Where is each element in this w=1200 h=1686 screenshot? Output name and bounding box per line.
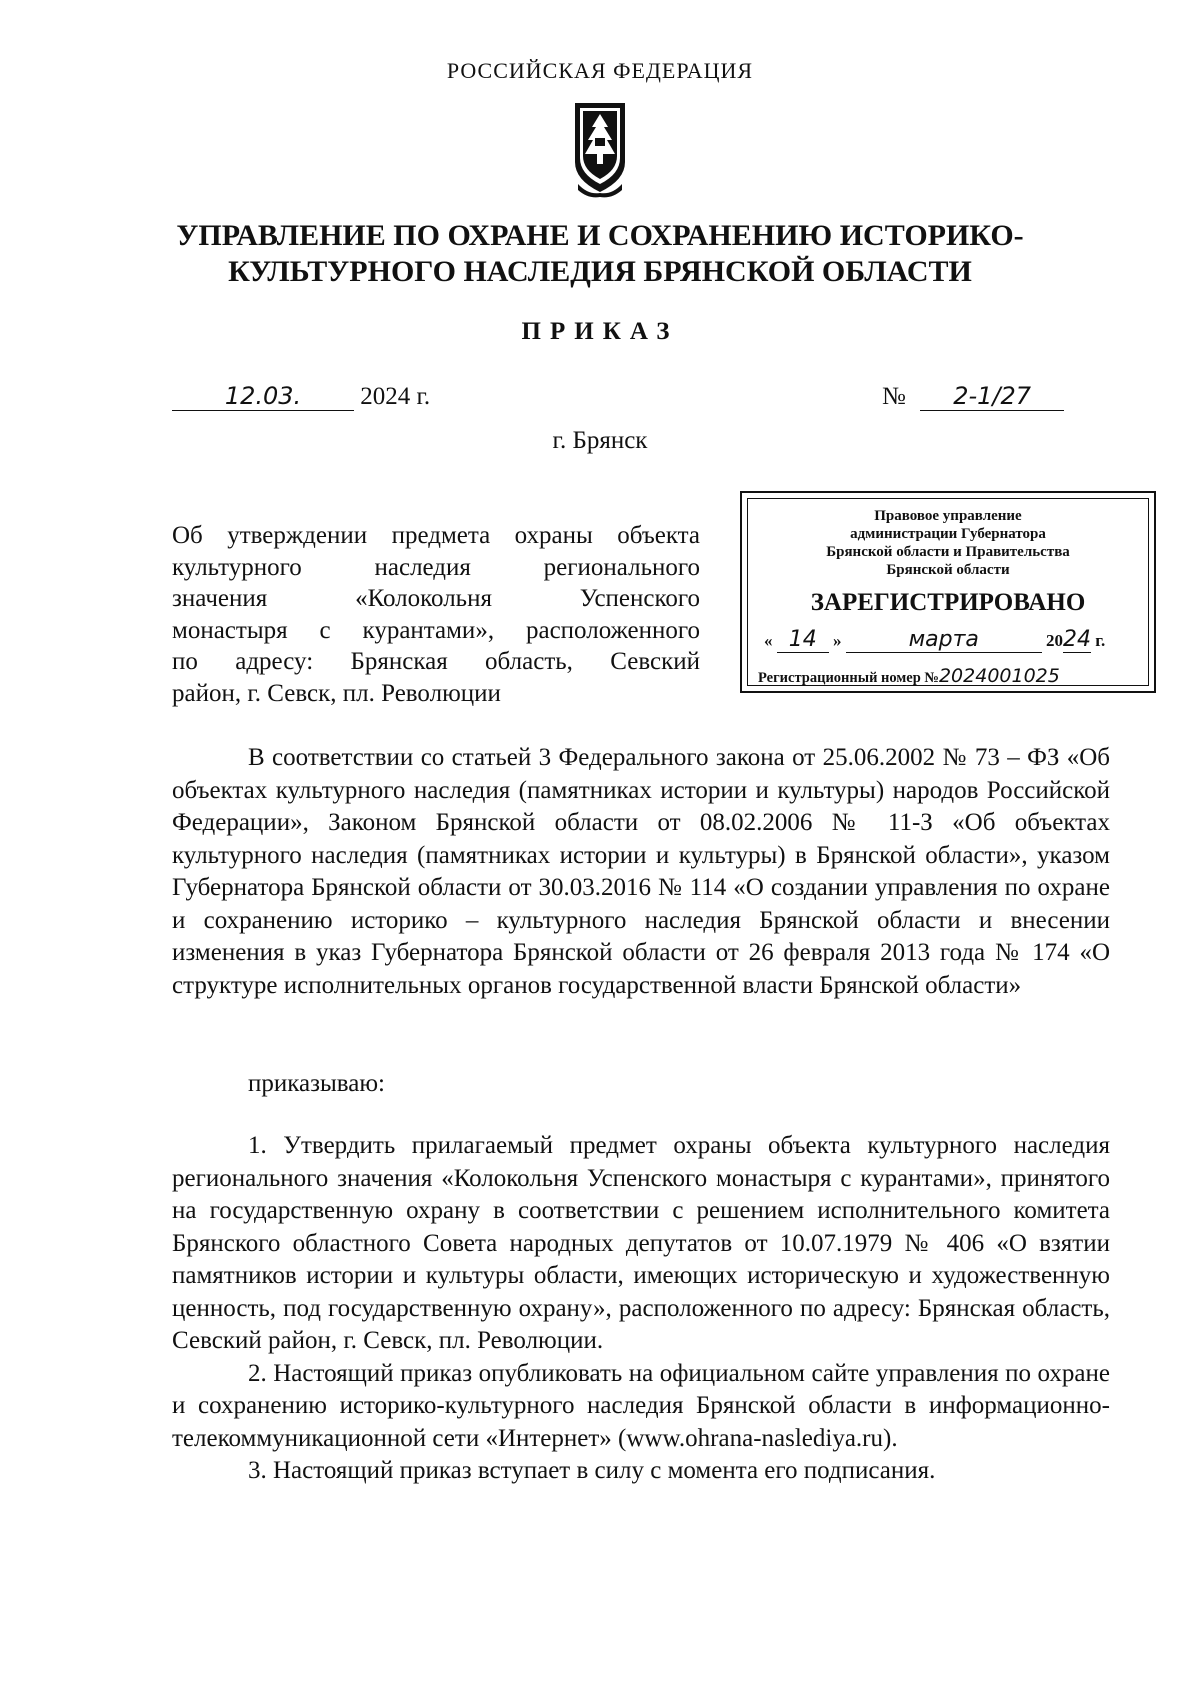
preamble-paragraph: В соответствии со статьей 3 Федерального закона от 25.06.2002 № 73 – ФЗ «Об объектах культурного наследия (памятниках истории и культуры) народов Российской Федерации», Законом Брянской области от 08.02.2006 № 11-З «Об объектах культурного наследия (памятниках истории и культуры) в Брянской области», указом Губернатора Брянской области от 30.03.2016 № 114 «О создании управления по охране и сохранению историко – культурного наследия Брянской области и внесении изменения в указ Губернатора Брянской области от 26 февраля 2013 года № 174 «О структуре исполнительных органов государственной власти Брянской области»	[172, 744, 1110, 999]
handwritten-date: 12.03.	[172, 382, 354, 411]
stamp-line: Брянской области	[886, 562, 1010, 578]
stamp-line: Брянской области и Правительства	[826, 544, 1070, 560]
stamp-year-suffix: г.	[1095, 631, 1106, 650]
order-number-line	[882, 382, 1064, 411]
order-items	[172, 1130, 1110, 1488]
subject-line: культурного наследия регионального	[172, 553, 700, 581]
order-year: 2024 г.	[360, 383, 431, 410]
stamp-registration-line	[758, 665, 1060, 687]
city-line: г. Брянск	[552, 427, 648, 454]
stamp-inner-border	[747, 498, 1149, 686]
stamp-year-prefix: 20	[1046, 631, 1063, 650]
stamp-handwritten-month: марта	[846, 627, 1042, 653]
agency-name	[150, 218, 1050, 290]
stamp-registered-label: ЗАРЕГИСТРИРОВАНО	[810, 589, 1086, 616]
bryansk-coat-of-arms-icon	[572, 100, 628, 200]
agency-name-line-2: КУЛЬТУРНОГО НАСЛЕДИЯ БРЯНСКОЙ ОБЛАСТИ	[228, 255, 972, 288]
stamp-handwritten-year: 24	[1063, 627, 1091, 652]
subject-line: значения «Колокольня Успенского	[172, 585, 700, 613]
order-item-3: 3. Настоящий приказ вступает в силу с момента его подписания.	[248, 1457, 936, 1484]
order-item-2: 2. Настоящий приказ опубликовать на официальном сайте управления по охране и сохранению историко-культурного наследия Брянской области в информационно-телекоммуникационной сети «Интернет» (www.ohrana-naslediya.ru).	[172, 1359, 1110, 1452]
handwritten-order-number: 2-1/27	[920, 382, 1064, 411]
number-sign: №	[882, 383, 906, 410]
order-subject	[172, 520, 700, 710]
agency-name-line-1: УПРАВЛЕНИЕ ПО ОХРАНЕ И СОХРАНЕНИЮ ИСТОРИКО-	[176, 219, 1024, 252]
subject-line: район, г. Севск, пл. Революции	[172, 679, 501, 707]
stamp-handwritten-day: 14	[777, 627, 829, 653]
stamp-open-quote: «	[764, 631, 773, 650]
order-date-line	[172, 382, 430, 411]
subject-line: по адресу: Брянская область, Севский	[172, 648, 700, 676]
stamp-line: администрации Губернатора	[850, 526, 1046, 542]
document-type-title: ПРИКАЗ	[521, 318, 679, 345]
stamp-close-quote: »	[833, 631, 842, 650]
country-heading: РОССИЙСКАЯ ФЕДЕРАЦИЯ	[446, 58, 754, 83]
subject-line: Об утверждении предмета охраны объекта	[172, 522, 700, 549]
stamp-registration-label: Регистрационный номер №	[758, 670, 939, 686]
stamp-handwritten-registration-number: 2024001025	[938, 665, 1060, 687]
order-word: приказываю:	[248, 1070, 385, 1097]
stamp-line: Правовое управление	[874, 508, 1022, 524]
registration-stamp	[740, 491, 1156, 693]
stamp-date-line	[764, 627, 1105, 653]
subject-line: монастыря с курантами», расположенного	[172, 616, 700, 644]
preamble-block	[172, 742, 1110, 1002]
order-item-1: 1. Утвердить прилагаемый предмет охраны объекта культурного наследия регионального значения «Колокольня Успенского монастыря с курантами», принятого на государственную охрану в соответствии с решением исполнительного комитета Брянского областного Совета народных депутатов от 10.07.1979 № 406 «О взятии памятников истории и культуры области, имеющих историческую и художественную ценность, под государственную охрану», расположенного по адресу: Брянская область, Севский район, г. Севск, пл. Революции.	[172, 1132, 1110, 1354]
